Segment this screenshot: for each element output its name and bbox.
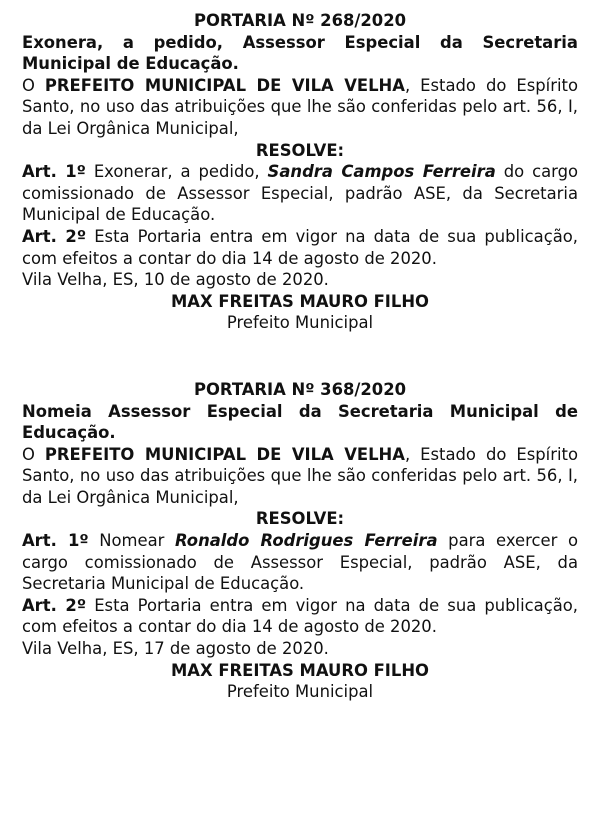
place-date: Vila Velha, ES, 17 de agosto de 2020. bbox=[22, 639, 329, 659]
place-date: Vila Velha, ES, 10 de agosto de 2020. bbox=[22, 270, 329, 290]
resolve-heading: RESOLVE: bbox=[255, 509, 345, 529]
portaria-268 bbox=[22, 10, 578, 334]
preamble-lead: O bbox=[22, 75, 45, 95]
preamble-rest: , Estado do Espírito Santo, no uso das atribuições que lhe são conferidas pelo art. 56, I, da Lei Orgânica Municipal, bbox=[22, 444, 578, 507]
portaria-title: PORTARIA Nº 368/2020 bbox=[193, 379, 407, 399]
article-1-text-after: para exercer o cargo comissionado de Assessor Especial, padrão ASE, da Secretaria Municipal de Educação. bbox=[22, 531, 578, 594]
article-1-label: Art. 1º bbox=[22, 531, 89, 551]
article-1 bbox=[22, 530, 578, 595]
article-2-text: Esta Portaria entra em vigor na data de sua publicação, com efeitos a contar do dia 14 de agosto de 2020. bbox=[22, 226, 579, 268]
signer-name: MAX FREITAS MAURO FILHO bbox=[170, 660, 429, 680]
preamble-authority: PREFEITO MUNICIPAL DE VILA VELHA bbox=[44, 444, 405, 464]
article-2 bbox=[22, 226, 578, 269]
signer-name: MAX FREITAS MAURO FILHO bbox=[170, 291, 429, 311]
signer-role: Prefeito Municipal bbox=[226, 682, 374, 702]
preamble-lead: O bbox=[22, 444, 45, 464]
article-1-text-before: Exonerar, a pedido, bbox=[85, 162, 268, 182]
portaria-368 bbox=[22, 379, 578, 703]
preamble bbox=[22, 444, 578, 509]
article-1-text-before: Nomear bbox=[88, 531, 175, 551]
article-1-person-name: Ronaldo Rodrigues Ferreira bbox=[175, 531, 438, 551]
resolve-heading: RESOLVE: bbox=[255, 140, 345, 160]
article-2-label: Art. 2º bbox=[22, 226, 87, 246]
portaria-ementa: Nomeia Assessor Especial da Secretaria Municipal de Educação. bbox=[22, 401, 578, 443]
article-2 bbox=[22, 595, 578, 638]
signer-role: Prefeito Municipal bbox=[226, 313, 374, 333]
article-1-person-name: Sandra Campos Ferreira bbox=[267, 162, 496, 182]
preamble bbox=[22, 75, 578, 140]
article-1-label: Art. 1º bbox=[22, 162, 86, 182]
article-1 bbox=[22, 161, 578, 226]
preamble-authority: PREFEITO MUNICIPAL DE VILA VELHA bbox=[44, 75, 405, 95]
article-2-label: Art. 2º bbox=[22, 595, 87, 615]
article-1-text-after: do cargo comissionado de Assessor Especial, padrão ASE, da Secretaria Municipal de Educação. bbox=[22, 162, 579, 225]
preamble-rest: , Estado do Espírito Santo, no uso das atribuições que lhe são conferidas pelo art. 56, I, da Lei Orgânica Municipal, bbox=[22, 75, 578, 138]
portaria-ementa: Exonera, a pedido, Assessor Especial da Secretaria Municipal de Educação. bbox=[22, 32, 578, 74]
article-2-text: Esta Portaria entra em vigor na data de sua publicação, com efeitos a contar do dia 14 de agosto de 2020. bbox=[22, 595, 579, 637]
portaria-title: PORTARIA Nº 268/2020 bbox=[193, 11, 407, 30]
